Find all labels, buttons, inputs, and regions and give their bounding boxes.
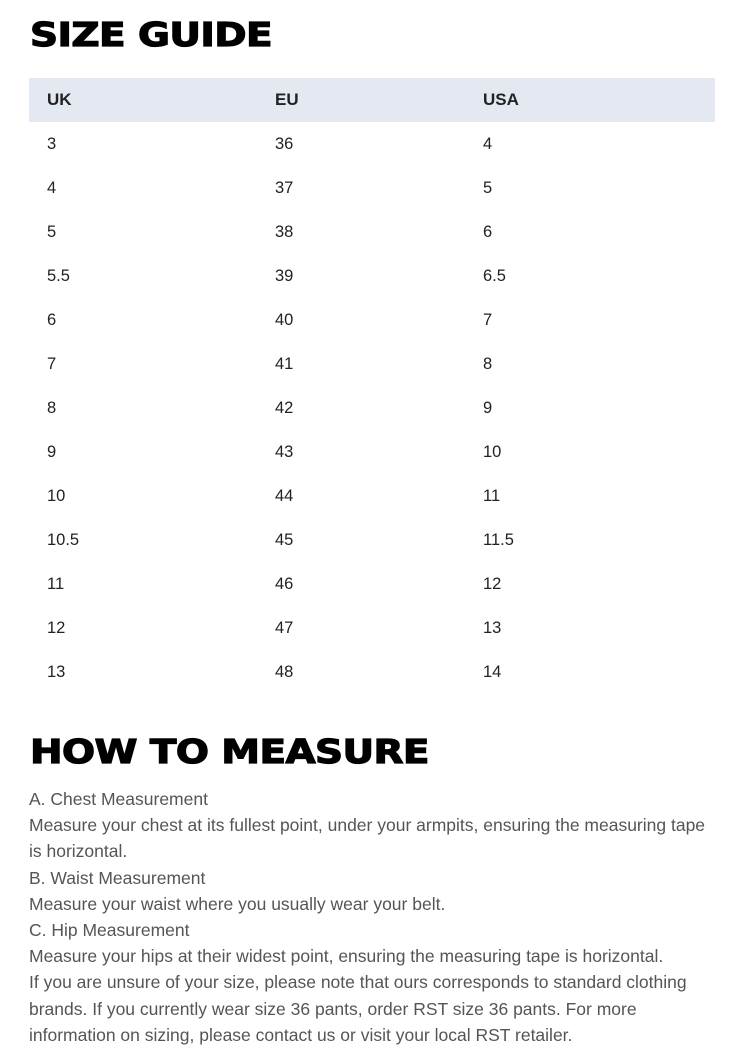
size-cell-usa: 4 [483, 134, 493, 153]
size-guide-title: SIZE GUIDE [30, 15, 273, 54]
size-cell-uk: 10.5 [47, 530, 80, 549]
size-cell-usa: 7 [483, 310, 493, 329]
size-cell-eu: 38 [275, 222, 294, 241]
table-row [29, 606, 715, 650]
size-cell-usa: 6.5 [483, 266, 506, 285]
table-row [29, 122, 715, 166]
size-cell-eu: 44 [275, 486, 294, 505]
size-cell-eu: 37 [275, 178, 294, 197]
table-row [29, 342, 715, 386]
column-header-uk: UK [47, 90, 72, 109]
size-cell-usa: 11.5 [483, 530, 514, 549]
size-cell-uk: 5 [47, 222, 57, 241]
table-row [29, 562, 715, 606]
size-cell-eu: 39 [275, 266, 294, 285]
size-cell-usa: 9 [483, 398, 493, 417]
hip-heading: C. Hip Measurement [29, 920, 190, 941]
column-header-usa: USA [483, 90, 519, 109]
size-cell-uk: 9 [47, 442, 57, 461]
size-cell-uk: 6 [47, 310, 57, 329]
size-cell-usa: 11 [483, 486, 501, 505]
size-cell-eu: 41 [275, 354, 294, 373]
size-cell-eu: 36 [275, 134, 294, 153]
size-cell-uk: 10 [47, 486, 66, 505]
size-cell-usa: 8 [483, 354, 493, 373]
size-cell-eu: 40 [275, 310, 294, 329]
table-row [29, 166, 715, 210]
size-cell-uk: 4 [47, 178, 57, 197]
table-row [29, 518, 715, 562]
size-cell-uk: 3 [47, 134, 57, 153]
chest-heading: A. Chest Measurement [29, 789, 208, 809]
measure-instructions [29, 786, 715, 1048]
table-row [29, 210, 715, 254]
hip-instruction: Measure your hips at their widest point, ensuring the measuring tape is horizontal. [29, 946, 664, 967]
table-row [29, 650, 715, 694]
size-cell-usa: 12 [483, 574, 502, 593]
size-cell-eu: 48 [275, 662, 294, 681]
table-header-row [29, 78, 715, 122]
size-cell-uk: 8 [47, 398, 57, 417]
size-cell-uk: 12 [47, 618, 66, 637]
size-cell-usa: 6 [483, 222, 493, 241]
chest-instruction: Measure your chest at its fullest point, under your armpits, ensuring the measuring tape is horizontal. [29, 815, 706, 862]
size-cell-uk: 7 [47, 354, 57, 373]
size-cell-eu: 43 [275, 442, 294, 461]
size-cell-uk: 13 [47, 662, 66, 681]
waist-heading: B. Waist Measurement [29, 867, 206, 888]
waist-instruction: Measure your waist where you usually wear your belt. [29, 893, 446, 914]
size-table [29, 78, 715, 694]
size-table-body [29, 122, 715, 694]
how-to-measure-title: HOW TO MEASURE [30, 732, 429, 771]
column-header-eu: EU [275, 90, 299, 109]
table-row [29, 474, 715, 518]
table-row [29, 386, 715, 430]
table-row [29, 254, 715, 298]
size-cell-uk: 11 [47, 574, 65, 593]
size-cell-eu: 46 [275, 574, 294, 593]
table-row [29, 430, 715, 474]
size-cell-eu: 42 [275, 398, 294, 417]
size-cell-usa: 10 [483, 442, 502, 461]
size-cell-usa: 14 [483, 662, 502, 681]
size-cell-usa: 5 [483, 178, 493, 197]
size-cell-usa: 13 [483, 618, 502, 637]
size-cell-eu: 45 [275, 530, 294, 549]
size-cell-eu: 47 [275, 618, 294, 637]
table-row [29, 298, 715, 342]
sizing-note: If you are unsure of your size, please note that ours corresponds to standard clothing brands. If you currently wear size 36 pants, order RST size 36 pants. For more information on sizing, please contact us or visit your local RST retailer. [29, 972, 687, 1045]
size-cell-uk: 5.5 [47, 266, 70, 285]
